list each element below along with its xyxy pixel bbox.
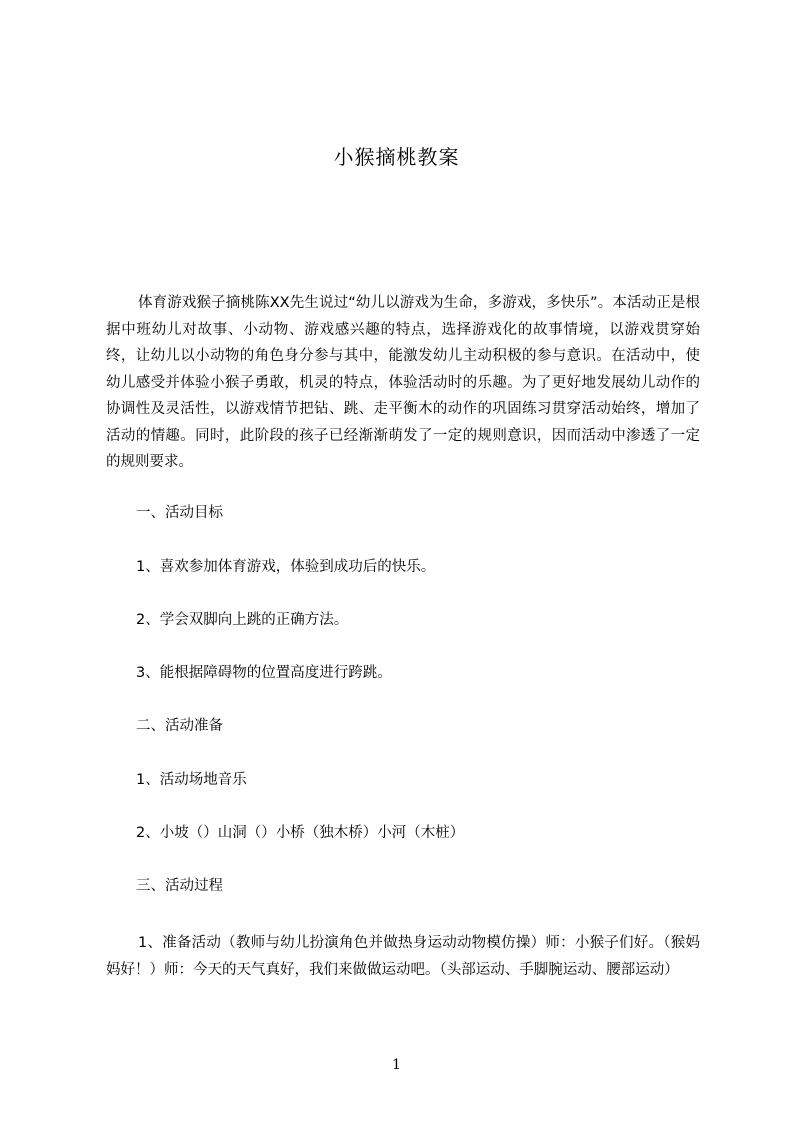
preparation-item-2: 2、小坡（）山洞（）小桥（独木桥）小河（木桩） (136, 825, 465, 841)
page-number: 1 (392, 1057, 401, 1073)
goal-item-2: 2、学会双脚向上跳的正确方法。 (136, 612, 349, 628)
section-heading-goals: 一、活动目标 (136, 505, 223, 521)
goal-item-1: 1、喜欢参加体育游戏，体验到成功后的快乐。 (136, 559, 436, 575)
preparation-item-1: 1、活动场地音乐 (136, 772, 247, 788)
section-heading-preparation: 二、活动准备 (136, 718, 223, 734)
section-heading-process: 三、活动过程 (136, 878, 223, 894)
intro-paragraph: 体育游戏猴子摘桃陈XX先生说过“幼儿以游戏为生命，多游戏，多快乐”。本活动正是根据中班幼儿对故事、小动物、游戏感兴趣的特点，选择游戏化的故事情境，以游戏贯穿始终，让幼儿以小动物的角色身分参与其中，能激发幼儿主动积极的参与意识。在活动中，使幼儿感受并体验小猴子勇敢，机灵的特点，体验活动时的乐趣。为了更好地发展幼儿动作的协调性及灵活性，以游戏情节把钻、跳、走平衡木的动作的巩固练习贯穿活动始终，增加了活动的情趣。同时，此阶段的孩子已经渐渐萌发了一定的规则意识，因而活动中渗透了一定的规则要求。 (106, 295, 700, 470)
goal-item-3: 3、能根据障碍物的位置高度进行跨跳。 (136, 665, 392, 681)
page-title: 小猴摘桃教案 (333, 145, 460, 169)
process-paragraph: 1、准备活动（教师与幼儿扮演角色并做热身运动动物模仿操）师：小猴子们好。（猴妈妈好！）师：今天的天气真好，我们来做做运动吧。（头部运动、手脚腕运动、腰部运动） (106, 935, 700, 978)
